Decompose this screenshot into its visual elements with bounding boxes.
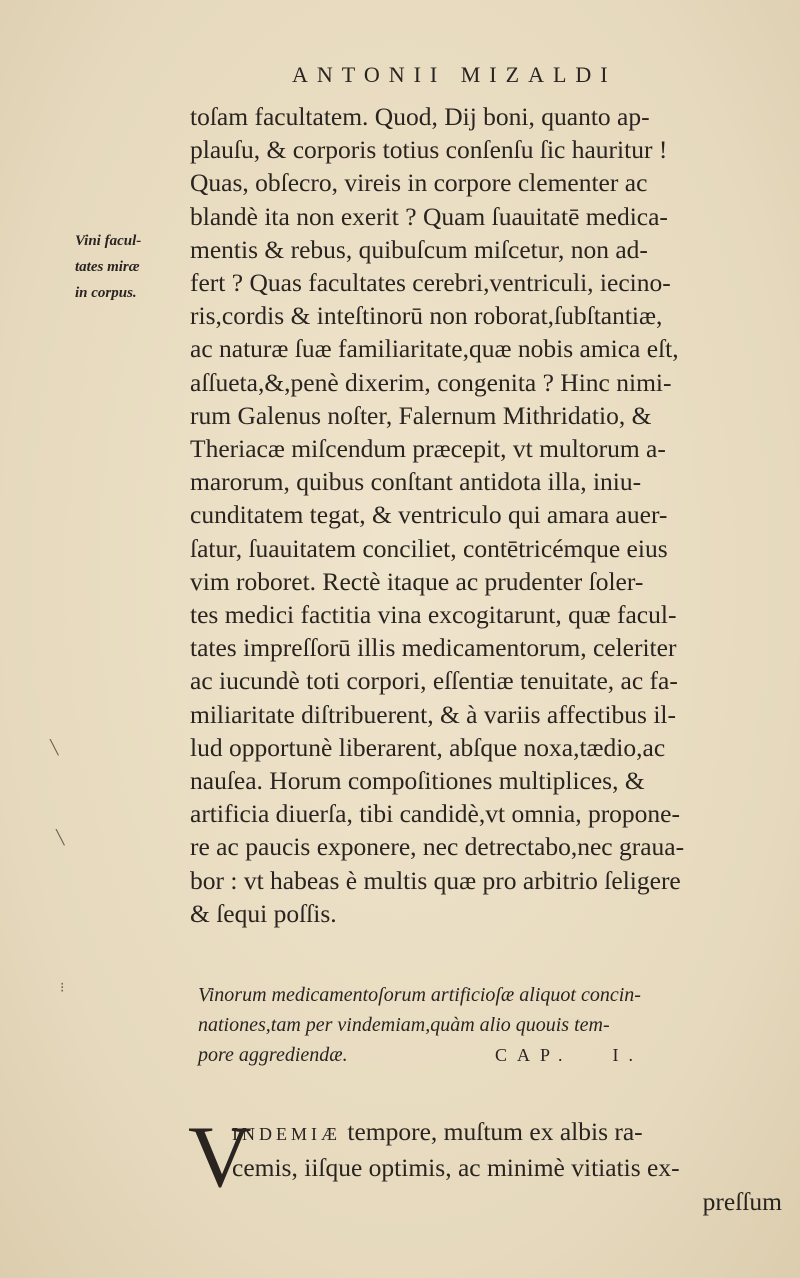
body-line: cunditatem tegat, & ventriculo qui amara auer- [190,500,668,530]
body-line: nauſea. Horum compoſitiones multiplices, & [190,766,645,796]
chapter-line: preſſum [702,1187,782,1216]
body-line: Theriacæ miſcendum præcepit, vt multorum a- [190,434,666,464]
body-line: bor : vt habeas è multis quæ pro arbitrio ſeligere [190,865,681,895]
margin-note-line: Vini facul- [75,233,142,249]
chapter-title-line: nationes,tam per vindemiam,quàm alio quouis tem- [198,1014,610,1036]
margin-note-line: tates miræ [75,259,140,275]
chapter-label: CAP. [495,1045,573,1065]
chapter-first-word: INDEMIÆ [232,1124,341,1144]
body-line: lud opportunè liberarent, abſque noxa,tædio,ac [190,732,666,762]
chapter-title-line: pore aggrediendæ. [198,1044,348,1066]
paper-blemish: ╲ [56,831,65,846]
body-line: ſatur, ſuauitatem conciliet, contētricémque eius [190,533,668,563]
running-head: ANTONII MIZALDI [292,62,617,87]
body-line: tes medici factitia vina excogitarunt, quæ facul- [190,600,677,630]
body-line: miliaritate diſtribuerent, & à variis affectibus il- [190,699,676,729]
chapter-paragraph [232,1115,792,1219]
body-line: fert ? Quas facultates cerebri,ventriculi, iecino- [190,268,671,298]
body-line: marorum, quibus conſtant antidota illa, iniu- [190,467,642,497]
paper-blemish: ╲ [50,741,59,756]
chapter-line-text: tempore, muſtum ex albis ra- [341,1117,643,1146]
body-paragraph [190,100,790,930]
paper-blemish: ⁝ [60,981,65,996]
chapter-title [198,980,788,1070]
body-line: plauſu, & corporis totius conſenſu ſic hauritur ! [190,135,668,165]
body-line: rum Galenus noſter, Falernum Mithridatio, & [190,400,652,430]
body-line: tates impreſſorū illis medicamentorum, celeriter [190,633,677,663]
body-line: toſam facultatem. Quod, Dij boni, quanto ap- [190,102,650,131]
chapter-title-line: Vinorum medicamentoſorum artificioſæ aliquot concin- [198,984,641,1006]
body-line: vim roboret. Rectè itaque ac prudenter ſoler- [190,566,644,596]
margin-note [75,228,187,306]
drop-cap: V [188,1109,252,1206]
body-line: artificia diuerſa, tibi candidè,vt omnia, propone- [190,799,680,829]
body-line: & ſequi poſſis. [190,898,337,928]
chapter-number: I. [612,1045,644,1065]
chapter-line: cemis, iiſque optimis, ac minimè vitiatis ex- [232,1153,680,1182]
body-line: ac naturæ ſuæ familiaritate,quæ nobis amica eſt, [190,334,679,364]
body-line: blandè ita non exerit ? Quam ſuauitatē medica- [190,201,668,231]
body-line: re ac paucis exponere, nec detrectabo,nec graua- [190,832,685,862]
body-line: mentis & rebus, quibuſcum miſcetur, non ad- [190,234,648,264]
body-line: Quas, obſecro, vireis in corpore clementer ac [190,168,648,198]
chapter-line [232,1115,792,1151]
body-line: ac iucundè toti corpori, eſſentiæ tenuitate, ac fa- [190,666,678,696]
chapter-heading [495,1040,643,1070]
body-line: aſſueta,&,penè dixerim, congenita ? Hinc nimi- [190,367,672,397]
margin-note-line: in corpus. [75,285,137,301]
body-line: ris,cordis & inteſtinorū non roborat,ſubſtantiæ, [190,301,663,331]
